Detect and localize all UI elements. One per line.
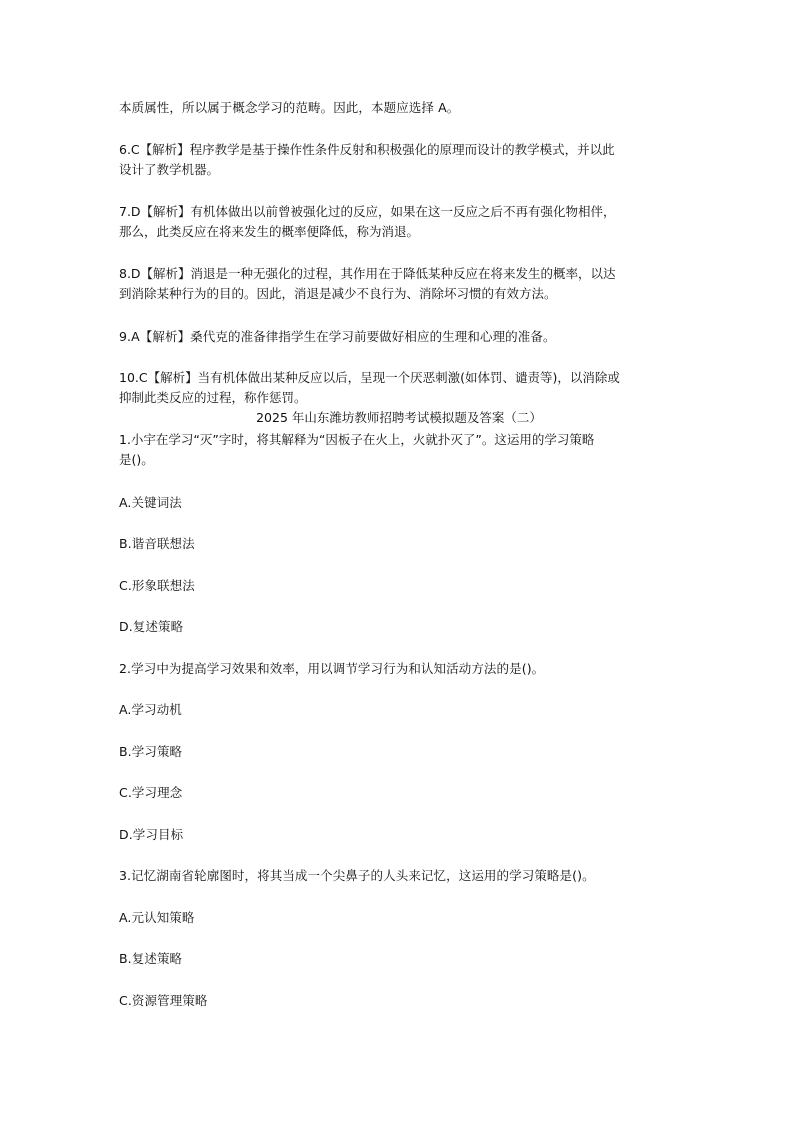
question-2-option-d: D.学习目标 — [119, 827, 184, 842]
answer-8-line-1: 8.D【解析】消退是一种无强化的过程，其作用在于降低某种反应在将来发生的概率，以达 — [119, 266, 616, 281]
question-3-option-a: A.元认知策略 — [119, 910, 195, 925]
section-title: 2025 年山东潍坊教师招聘考试模拟题及答案（二） — [256, 410, 542, 425]
question-1-option-d: D.复述策略 — [119, 619, 184, 634]
answer-7 — [119, 202, 679, 242]
question-1-stem-line-1: 1.小宇在学习“灭”字时，将其解释为“因板子在火上，火就扑灭了”。这运用的学习策略 — [119, 432, 595, 447]
answer-8-line-2: 到消除某种行为的目的。因此，消退是减少不良行为、消除坏习惯的有效方法。 — [119, 286, 557, 301]
answer-7-line-2: 那么，此类反应在将来发生的概率便降低，称为消退。 — [119, 224, 420, 239]
question-1-option-b: B.谐音联想法 — [119, 536, 195, 551]
answer-6-line-2: 设计了教学机器。 — [119, 162, 220, 177]
answer-10-line-2: 抑制此类反应的过程，称作惩罚。 — [119, 390, 307, 405]
question-1-stem-line-2: 是()。 — [119, 452, 154, 467]
answer-10-line-1: 10.C【解析】当有机体做出某种反应以后，呈现一个厌恶刺激(如体罚、谴责等)，以消除或 — [119, 370, 620, 385]
answer-6-line-1: 6.C【解析】程序教学是基于操作性条件反射和积极强化的原理而设计的教学模式，并以此 — [119, 142, 615, 157]
answer-9: 9.A【解析】桑代克的准备律指学生在学习前要做好相应的生理和心理的准备。 — [119, 329, 556, 344]
question-1-option-a: A.关键词法 — [119, 495, 182, 510]
question-2-option-a: A.学习动机 — [119, 702, 182, 717]
answer-5-tail: 本质属性，所以属于概念学习的范畴。因此，本题应选择 A。 — [119, 100, 460, 115]
answer-6 — [119, 140, 679, 180]
question-2-option-c: C.学习理念 — [119, 785, 183, 800]
question-3-stem: 3.记忆湖南省轮廓图时，将其当成一个尖鼻子的人头来记忆，这运用的学习策略是()。 — [119, 868, 595, 883]
question-1-stem — [119, 430, 679, 470]
answer-10 — [119, 368, 679, 408]
answer-7-line-1: 7.D【解析】有机体做出以前曾被强化过的反应，如果在这一反应之后不再有强化物相伴， — [119, 204, 616, 219]
question-3-option-c: C.资源管理策略 — [119, 993, 208, 1008]
question-2-option-b: B.学习策略 — [119, 744, 183, 759]
answer-8 — [119, 264, 679, 304]
question-1-option-c: C.形象联想法 — [119, 578, 195, 593]
question-3-option-b: B.复述策略 — [119, 951, 183, 966]
question-2-stem: 2.学习中为提高学习效果和效率，用以调节学习行为和认知活动方法的是()。 — [119, 661, 545, 676]
